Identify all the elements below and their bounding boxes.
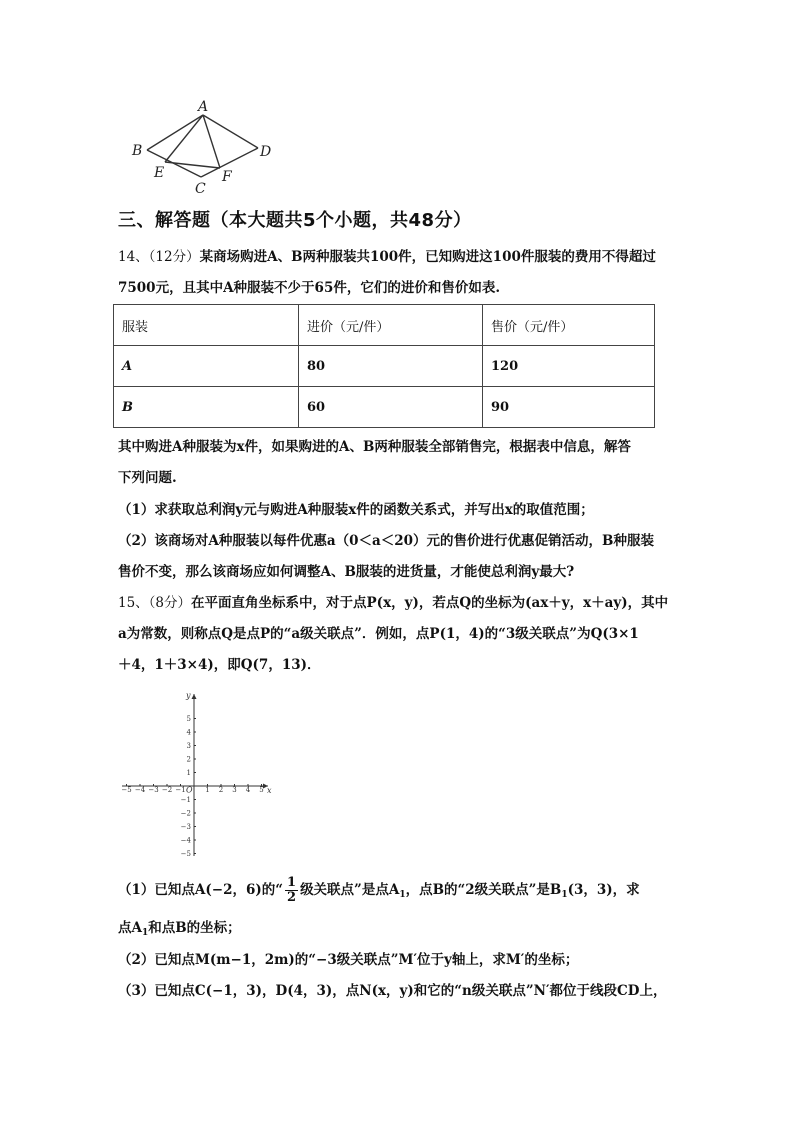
fraction-numerator: 1 <box>287 875 297 890</box>
table-cell: 90 <box>483 387 655 428</box>
x-tick-label: −3 <box>148 786 159 794</box>
q14-part2-line1: （2）该商场对A种服装以每件优惠a（0＜a＜20）元的售价进行优惠促销活动，B种服装 <box>118 533 654 549</box>
label-D: D <box>260 144 272 160</box>
table-row <box>114 387 655 428</box>
y-tick-label: 4 <box>186 728 191 737</box>
x-tick-label: −2 <box>161 786 173 794</box>
table-cell: 60 <box>299 387 483 428</box>
q15-part1-b: 级关联点”是点A <box>300 882 400 898</box>
x-tick-label: −1 <box>175 786 186 794</box>
table-row <box>114 346 655 387</box>
y-axis-arrow <box>192 694 197 699</box>
q14-line1-text: 某商场购进A、B两种服装共100件，已知购进这100件服装的费用不得超过 <box>199 249 656 265</box>
section-heading: 三、解答题（本大题共5个小题，共48分） <box>118 210 472 231</box>
q15-line2: a为常数，则称点Q是点P的“a级关联点”．例如，点P(1，4)的“3级关联点”为Q(3×1 <box>118 626 639 642</box>
coordinate-axes-figure <box>118 688 278 860</box>
table-cell: A <box>114 346 299 387</box>
q14-number: 14、（12分） <box>118 249 200 265</box>
x-tick-label: 1 <box>205 786 210 794</box>
x-tick-label: −4 <box>134 786 146 794</box>
y-tick-label: −2 <box>180 809 191 818</box>
q15-part1-a: （1）已知点A(−2，6)的“ <box>118 882 284 898</box>
q14-part2-line2: 售价不变，那么该商场应如何调整A、B服装的进货量，才能使总利润y最大? <box>118 564 575 580</box>
header-cell: 售价（元/件） <box>483 305 655 346</box>
q15-line1-text: 在平面直角坐标系中，对于点P(x，y)，若点Q的坐标为(ax＋y，x＋ay)，其中 <box>191 595 669 611</box>
y-tick-label: −1 <box>180 796 191 804</box>
y-tick-label: −5 <box>180 850 191 858</box>
subscript: 1 <box>141 928 149 938</box>
y-tick-label: 5 <box>186 715 191 723</box>
y-axis-label: y <box>186 691 191 700</box>
q15-part1-line1 <box>118 876 640 909</box>
label-E: E <box>154 165 165 181</box>
segment-EF <box>165 162 220 168</box>
q15-part1-line2 <box>118 918 241 943</box>
q15-part1-c: ，点B的“2级关联点”是B <box>405 882 562 898</box>
header-cell: 进价（元/件） <box>299 305 483 346</box>
q14-after-line2: 下列问题. <box>118 470 177 486</box>
q15-part1-line2-a: 点A <box>118 920 142 936</box>
table-cell: 120 <box>483 346 655 387</box>
geometry-figure <box>125 95 285 200</box>
label-C: C <box>195 181 206 197</box>
x-tick-label: 3 <box>232 786 237 794</box>
label-A: A <box>198 99 209 115</box>
origin-label: O <box>186 785 193 795</box>
table-cell: B <box>114 387 299 428</box>
table-cell: 80 <box>299 346 483 387</box>
x-axis-label: x <box>267 786 272 795</box>
segment-AD <box>203 115 258 148</box>
q14-part1: （1）求获取总利润y元与购进A种服装x件的函数关系式，并写出x的取值范围； <box>118 502 594 518</box>
y-tick-label: 1 <box>186 769 191 777</box>
x-tick-label: 2 <box>218 786 224 794</box>
table-header-row <box>114 305 655 346</box>
q15-part3: （3）已知点C(−1，3)，D(4，3)，点N(x，y)和它的“n级关联点”N′都位于线段CD上， <box>118 983 667 999</box>
y-tick-label: 2 <box>186 755 191 764</box>
q14-line2: 7500元，且其中A种服装不少于65件，它们的进价和售价如表. <box>118 280 501 296</box>
y-tick-label: −4 <box>180 836 191 845</box>
q14-line1 <box>118 247 656 267</box>
subscript: 1 <box>399 890 406 900</box>
segment-AB <box>147 115 203 150</box>
y-tick-label: −3 <box>180 823 191 831</box>
label-B: B <box>132 143 143 159</box>
fraction-denominator: 2 <box>287 890 297 905</box>
x-tick-label: −5 <box>121 786 132 794</box>
y-tick-label: 3 <box>186 742 191 750</box>
segment-AE <box>165 115 203 162</box>
q15-number: 15、（8分） <box>118 595 192 611</box>
subscript: 1 <box>561 890 568 900</box>
price-table <box>113 304 655 428</box>
fraction-one-half <box>285 876 298 905</box>
q15-part2: （2）已知点M(m−1，2m)的“−3级关联点”M′位于y轴上，求M′的坐标； <box>118 952 579 968</box>
x-tick-label: 5 <box>259 786 264 794</box>
q15-line3: ＋4，1＋3×4)，即Q(7，13)． <box>118 657 321 673</box>
q15-line1 <box>118 593 668 613</box>
q14-after-line1: 其中购进A种服装为x件，如果购进的A、B两种服装全部销售完，根据表中信息，解答 <box>118 439 631 455</box>
q15-part1-d: (3，3)，求 <box>567 882 640 898</box>
label-F: F <box>222 169 232 185</box>
x-tick-label: 4 <box>245 786 251 794</box>
q15-part1-line2-b: 和点B的坐标； <box>148 920 241 936</box>
header-cell: 服装 <box>114 305 299 346</box>
